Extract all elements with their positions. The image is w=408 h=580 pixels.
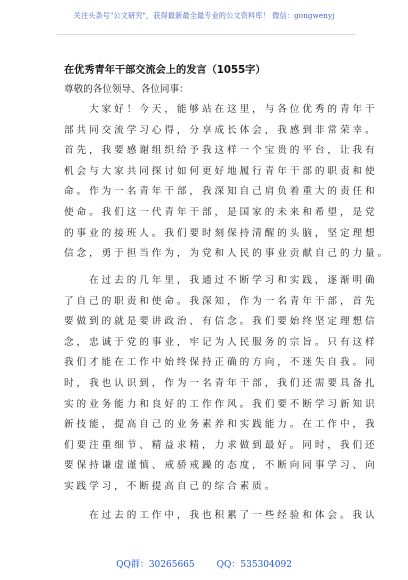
text-line: 们要注重细节、精益求精，力求做到最好。同时，我们还 xyxy=(64,439,378,451)
paragraph-3 xyxy=(64,506,378,527)
text-line: 首先，我要感谢组织给予我这样一个宝贵的平台，让我有 xyxy=(64,145,378,157)
document-title: 在优秀青年干部交流会上的发言（1055字） xyxy=(64,65,266,76)
salutation: 尊敬的各位领导、各位同事： xyxy=(64,84,189,95)
text-line: 在过去的几年里，我通过不断学习和实践，逐渐明确 xyxy=(64,275,378,286)
qq-group-number: QQ群：30265665 xyxy=(116,560,195,570)
text-line: 我们才能在工作中始终保持正确的方向，不迷失自我。同 xyxy=(64,357,378,369)
text-line: 新技能，提高自己的业务素养和实践能力。在工作中，我 xyxy=(64,419,378,431)
text-line: 了自己的职责和使命。我深知，作为一名青年干部，首先 xyxy=(64,295,378,307)
paragraph-1 xyxy=(64,100,391,265)
text-line: 机会与大家共同探讨如何更好地履行青年干部的职责和使 xyxy=(64,165,378,177)
text-line: 要做到的就是要讲政治、有信念。我们要始终坚定理想信 xyxy=(64,316,378,328)
footer-contact xyxy=(0,557,408,570)
qq-number: QQ：535304092 xyxy=(216,560,292,570)
header-promo-note: 关注头条号"公文研究"，获得最新最全最专业的公文资料库！ 微信：gongwenyj xyxy=(73,11,335,20)
text-line: 在过去的工作中，我也积累了一些经验和体会。我认 xyxy=(64,510,378,521)
paragraph-2 xyxy=(64,271,378,498)
text-line: 命。作为一名青年干部，我深知自己肩负着重大的责任和 xyxy=(64,186,378,198)
header-divider xyxy=(57,34,355,35)
text-line: 的事业的接班人。我们要时刻保持清醒的头脑，坚定理想 xyxy=(64,227,378,239)
text-line: 实的业务能力和良好的工作作风。我们要不断学习新知识 xyxy=(64,398,378,410)
text-line: 时，我也认识到，作为一名青年干部，我们还需要具备扎 xyxy=(64,377,378,389)
text-line: 实践学习，不断提高自己的综合素质。 xyxy=(64,480,278,492)
text-line: 要保持谦虚谨慎、戒骄戒躁的态度，不断向同事学习、向 xyxy=(64,460,378,472)
text-line: 信念，勇于担当作为，为党和人民的事业贡献自己的力量。 xyxy=(64,248,391,260)
text-line: 念，忠诚于党的事业，牢记为人民服务的宗旨。只有这样 xyxy=(64,336,378,348)
text-line: 部共同交流学习心得，分享成长体会，我感到非常荣幸。 xyxy=(64,124,378,136)
text-line: 使命。我们这一代青年干部，是国家的未来和希望，是党 xyxy=(64,206,378,218)
text-line: 大家好！今天，能够站在这里，与各位优秀的青年干 xyxy=(64,104,378,115)
